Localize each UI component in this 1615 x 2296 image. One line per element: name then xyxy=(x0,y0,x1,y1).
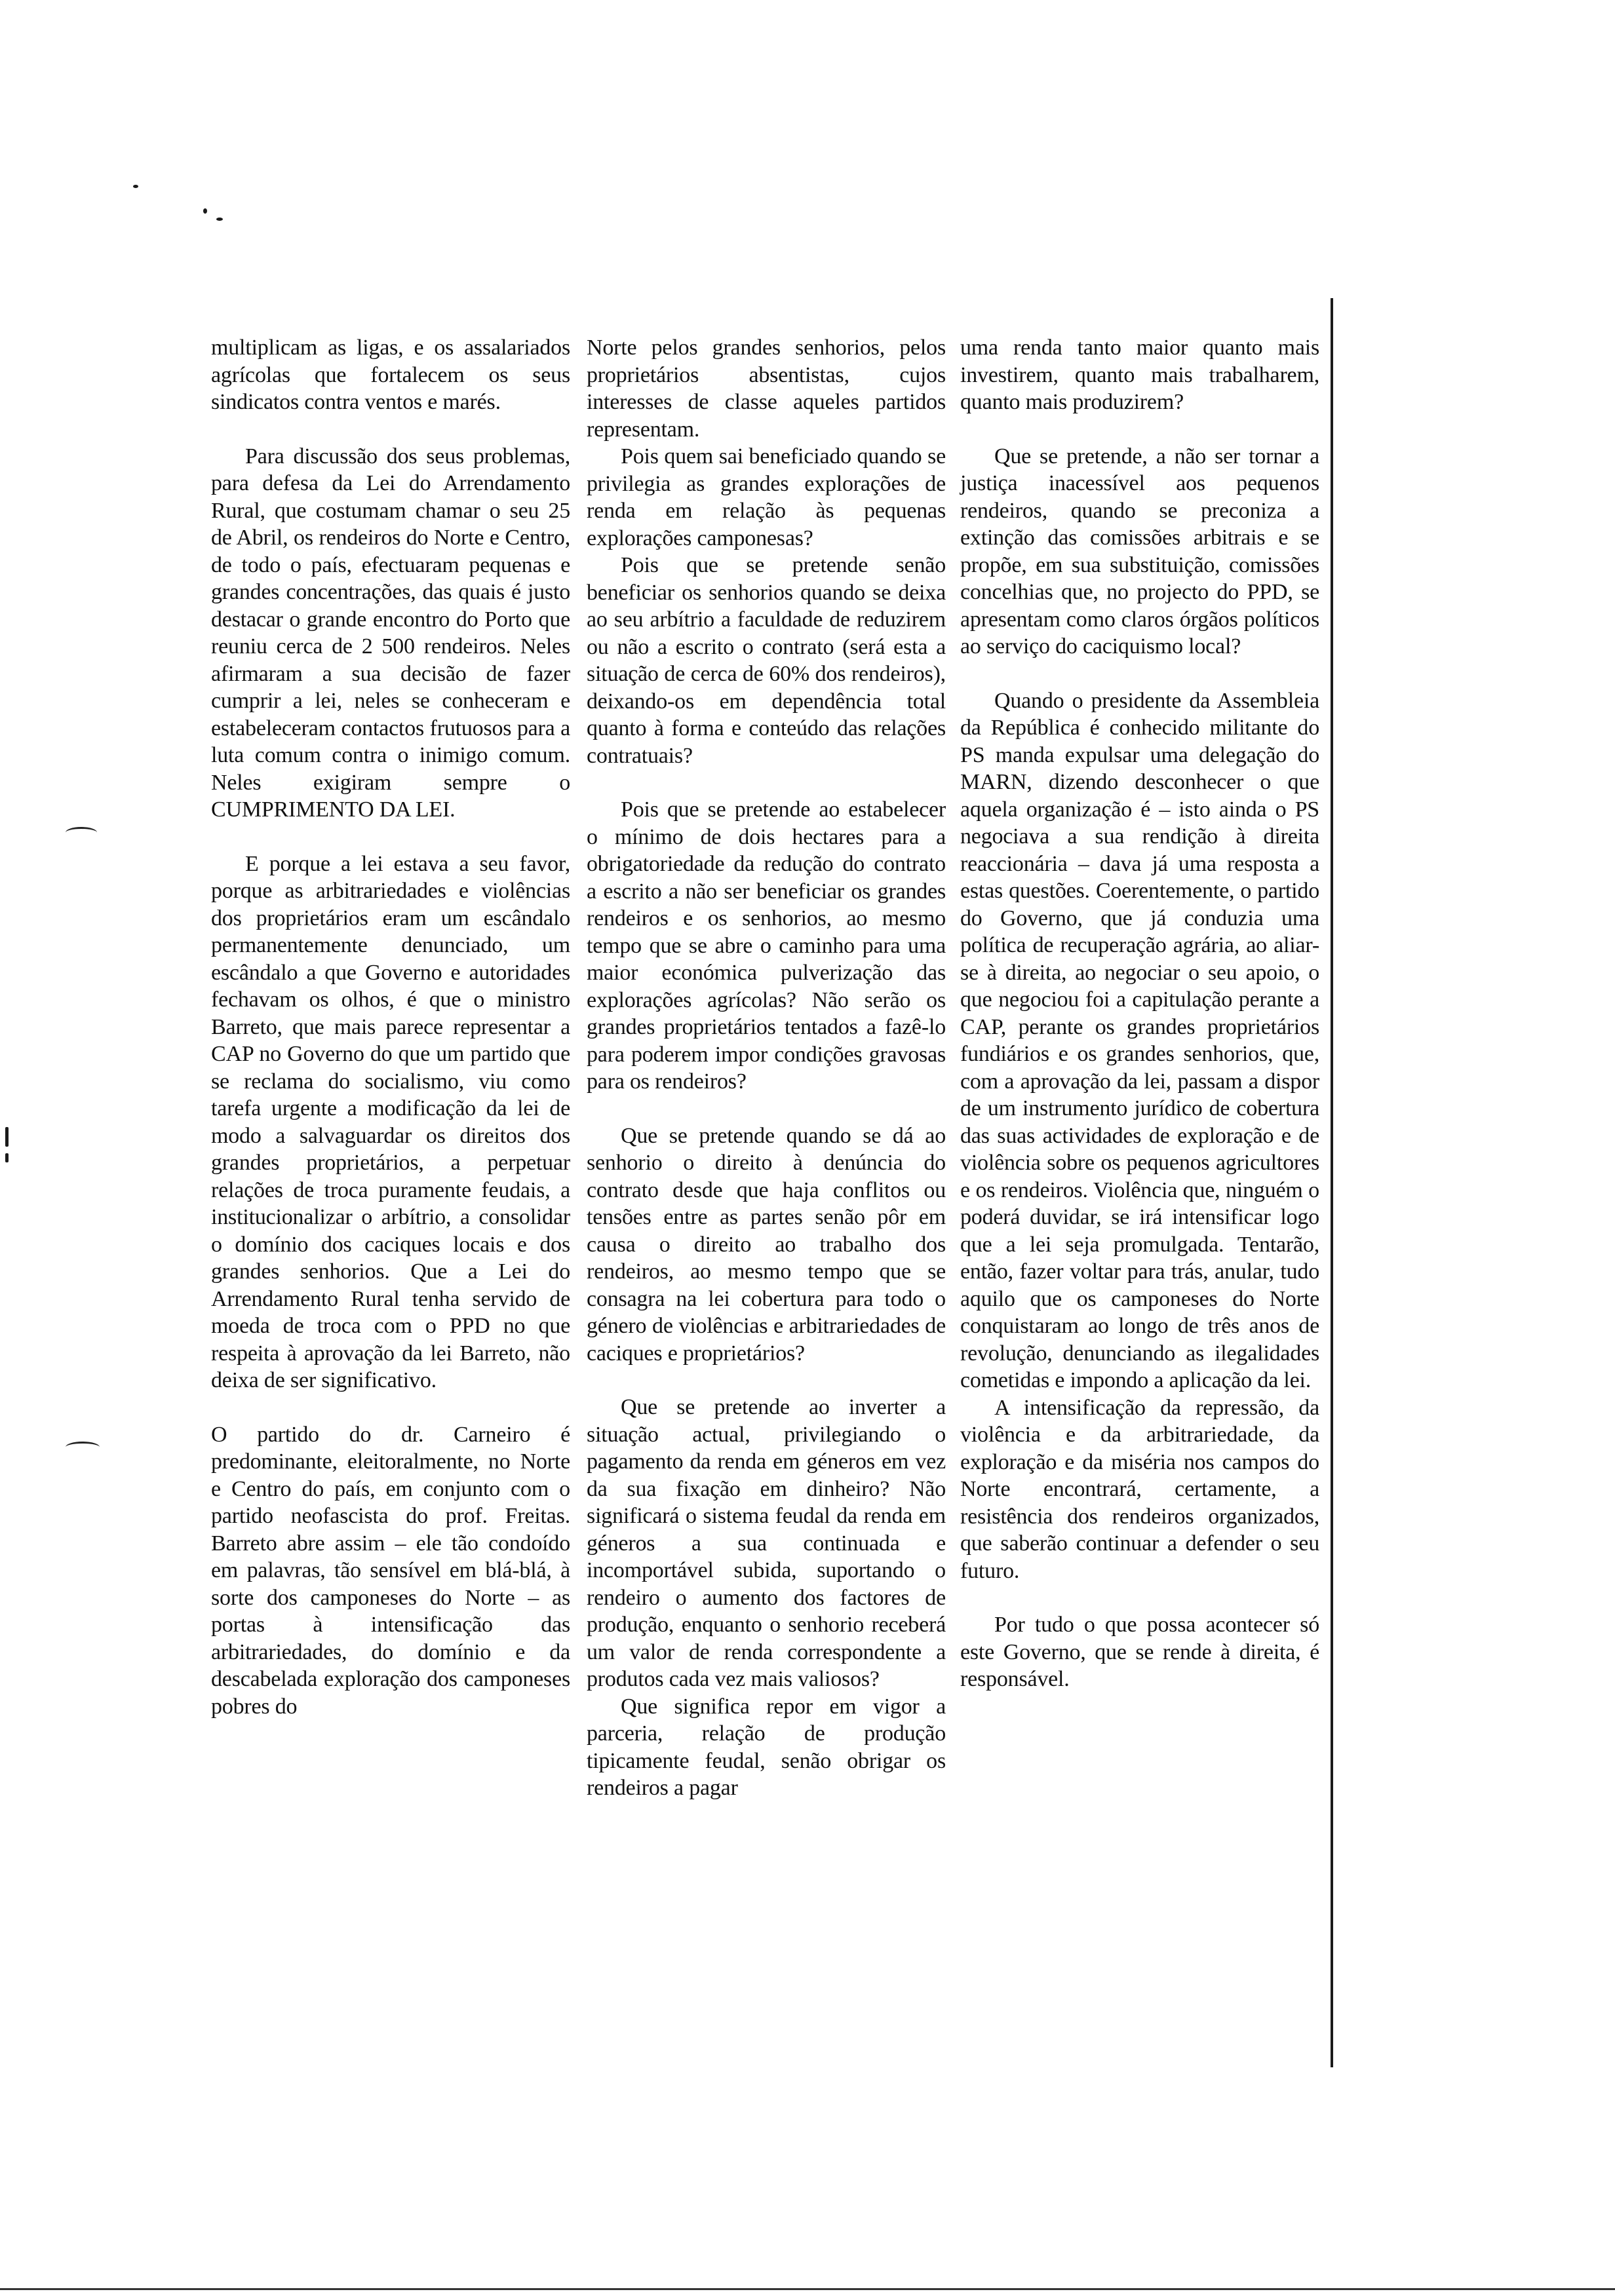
article-paragraph: Que significa repor em vigor a parceria, relação de produção tipicamente feudal, senão obrigar os rendeiros a pagar xyxy=(587,1694,946,1800)
article-paragraph: Norte pelos grandes senhorios, pelos proprietários absentistas, cujos interesses de classe aqueles partidos representam. xyxy=(587,335,946,442)
article-paragraph: Pois que se pretende ao estabelecer o mínimo de dois hectares para a obrigatoriedade da redução do contrato a escrito a não ser beneficiar os grandes rendeiros e os senhorios, ao mesmo tempo que se abre o caminho para uma maior económica pulverização das explorações agrícolas? Não serão os grandes proprietários tentados a fazê-lo para poderem impor condições gravosas para os rendeiros? xyxy=(587,797,946,1094)
scan-speck xyxy=(5,1153,9,1162)
margin-mark xyxy=(66,827,97,838)
article-paragraph: A intensificação da repressão, da violência e da arbitrariedade, da exploração e da miséria nos campos do Norte encontrará, certamente, a resistência dos rendeiros organizados, que saberão continuar a defender o seu futuro. xyxy=(960,1395,1319,1583)
article-paragraph: uma renda tanto maior quanto mais investirem, quanto mais trabalharem, quanto mais produzirem? xyxy=(960,335,1319,414)
article-paragraph: multiplicam as ligas, e os assalariados agrícolas que fortalecem os seus sindicatos contra ventos e marés. xyxy=(211,335,570,414)
scan-speck xyxy=(216,218,223,221)
article-column-1 xyxy=(211,334,570,1720)
article-paragraph: Pois que se pretende senão beneficiar os senhorios quando se deixa ao seu arbítrio a faculdade de reduzirem ou não a escrito o contrato (será esta a situação de cerca de 60% dos rendeiros), deixando-os em dependência total quanto à forma e conteúdo das relações contratuais? xyxy=(587,553,946,768)
article-paragraph: Por tudo o que possa acontecer só este Governo, que se rende à direita, é responsável. xyxy=(960,1613,1319,1691)
scan-speck xyxy=(5,1127,9,1147)
article-paragraph: Que se pretende quando se dá ao senhorio o direito à denúncia do contrato desde que haja conflitos ou tensões entre as partes senão pôr em causa o direito ao trabalho dos rendeiros, ao mesmo tempo que se consagra na lei cobertura para todo o género de violências e arbitrariedades de caciques e proprietários? xyxy=(587,1123,946,1366)
article-paragraph: Pois quem sai beneficiado quando se privilegia as grandes explorações de renda em relação às pequenas explorações camponesas? xyxy=(587,444,946,550)
article-paragraph: E porque a lei estava a seu favor, porque as arbitrariedades e violências dos proprietários eram um escândalo permanentemente denunciado, um escândalo a que Governo e autoridades fechavam os olhos, é que o ministro Barreto, que mais parece representar a CAP no Governo do que um partido que se reclama do socialismo, viu como tarefa urgente a modificação da lei de modo a salvaguardar os direitos dos grandes proprietários, a perpetuar relações de troca puramente feudais, a institucionalizar o arbítrio, a consolidar o domínio dos caciques locais e dos grandes senhorios. Que a Lei do Arrendamento Rural tenha servido de moeda de troca com o PPD no que respeita à aprovação da lei Barreto, não deixa de ser significativo. xyxy=(211,851,570,1392)
article-paragraph: O partido do dr. Carneiro é predominante, eleitoralmente, no Norte e Centro do país, em conjunto com o partido neofascista do prof. Freitas. Barreto abre assim – ele tão condoído em palavras, tão sensível em blá-blá, à sorte dos camponeses do Norte – as portas à intensificação das arbitrariedades, do domínio e da descabelada exploração dos camponeses pobres do xyxy=(211,1422,570,1719)
article-column-3 xyxy=(960,334,1319,1693)
column-rule xyxy=(1331,298,1333,2067)
article-paragraph: Quando o presidente da Assembleia da República é conhecido militante do PS manda expulsar uma delegação do MARN, dizendo desconhecer o que aquela organização é – isto ainda o PS negociava a sua rendição à direita reaccionária – dava já uma resposta a estas questões. Coerentemente, o partido do Governo, que já conduzia uma política de recuperação agrária, ao aliar-se à direita, ao negociar o seu apoio, o que negociou foi a capitulação perante a CAP, perante os grandes proprietários fundiários e os grandes senhorios, que, com a aprovação da lei, passam a dispor de um instrumento jurídico de cobertura das suas actividades de exploração e de violência sobre os pequenos agricultores e os rendeiros. Violência que, ninguém o poderá duvidar, se irá intensificar logo que a lei seja promulgada. Tentarão, então, fazer voltar para trás, anular, tudo aquilo que os camponeses do Norte conquistaram ao longo de três anos de revolução, denunciando as ilegalidades cometidas e impondo a aplicação da lei. xyxy=(960,688,1319,1392)
article-column-2 xyxy=(587,334,946,1802)
margin-mark xyxy=(66,1442,100,1453)
article-paragraph: Que se pretende, a não ser tornar a justiça inacessível aos pequenos rendeiros, quando se preconiza a extinção das comissões arbitrais e se propõe, em sua substituição, comissões concelhias que, no projecto do PPD, se apresentam como claros órgãos políticos ao serviço do caciquismo local? xyxy=(960,444,1319,659)
scan-speck xyxy=(203,208,207,214)
scan-edge-line xyxy=(0,2288,1615,2290)
article-paragraph: Que se pretende ao inverter a situação actual, privilegiando o pagamento da renda em géneros em vez da sua fixação em dinheiro? Não significará o sistema feudal da renda em géneros a sua continuada e incomportável subida, suportando o rendeiro o aumento dos factores de produção, enquanto o senhorio receberá um valor de renda correspondente a produtos cada vez mais valiosos? xyxy=(587,1395,946,1691)
article-paragraph: Para discussão dos seus problemas, para defesa da Lei do Arrendamento Rural, que costumam chamar o seu 25 de Abril, os rendeiros do Norte e Centro, de todo o país, efectuaram pequenas e grandes concentrações, das quais é justo destacar o grande encontro do Porto que reuniu cerca de 2 500 rendeiros. Neles afirmaram a sua decisão de fazer cumprir a lei, neles se conheceram e estabeleceram contactos frutuosos para a luta comum contra o inimigo comum. Neles exigiram sempre o CUMPRIMENTO DA LEI. xyxy=(211,444,570,822)
scan-speck xyxy=(133,185,138,188)
